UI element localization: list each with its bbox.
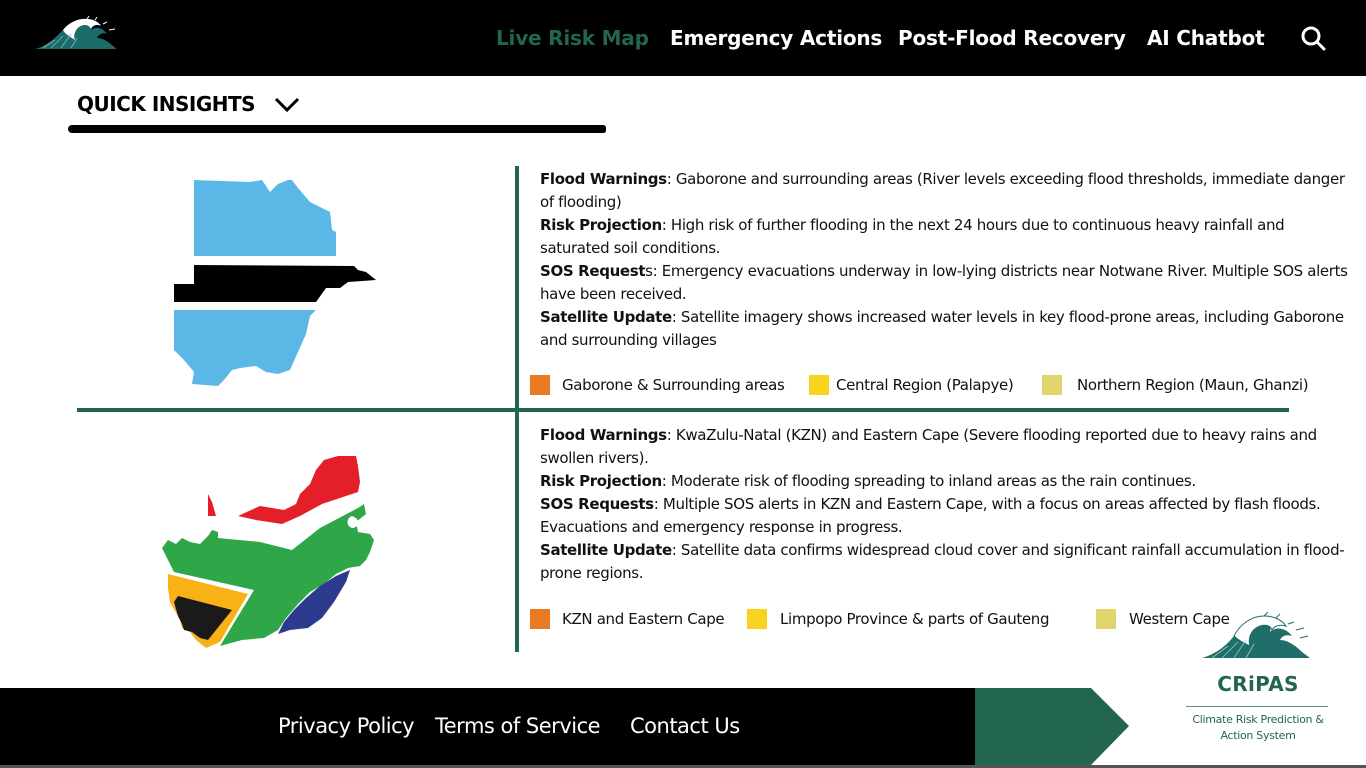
legend-swatch-khaki bbox=[1096, 609, 1116, 629]
legend-swatch-yellow bbox=[809, 375, 829, 395]
insight-separator: s: bbox=[645, 262, 662, 280]
south-africa-insights bbox=[540, 424, 1350, 585]
brand-divider bbox=[1186, 706, 1328, 707]
wave-logo-icon[interactable] bbox=[33, 16, 123, 52]
insight-text: KwaZulu-Natal (KZN) and Eastern Cape (Severe flooding reported due to heavy rains and swollen rivers). bbox=[540, 426, 1317, 467]
brand-name: CRiPAS bbox=[1217, 672, 1299, 696]
legend-label: Gaborone & Surrounding areas bbox=[562, 376, 785, 394]
brand-tagline bbox=[1180, 712, 1336, 744]
legend-item bbox=[1042, 375, 1308, 395]
insight-text: Multiple SOS alerts in KZN and Eastern Cape, with a focus on areas affected by flash floods. Evacuations and emergency response in progress. bbox=[540, 495, 1321, 536]
contact-us-link[interactable]: Contact Us bbox=[630, 714, 740, 738]
insight-separator: : bbox=[666, 170, 676, 188]
legend-swatch-orange bbox=[530, 609, 550, 629]
nav-emergency-actions[interactable]: Emergency Actions bbox=[670, 26, 883, 50]
insight-text: Emergency evacuations underway in low-lying districts near Notwane River. Multiple SOS alerts have been received. bbox=[540, 262, 1348, 303]
insight-separator: : bbox=[671, 308, 681, 326]
brand-tagline-line2: Action System bbox=[1220, 729, 1296, 742]
insight-text: Satellite imagery shows increased water levels in key flood-prone areas, including Gaborone and surrounding villages bbox=[540, 308, 1344, 349]
legend-label: Western Cape bbox=[1129, 610, 1230, 628]
terms-of-service-link[interactable]: Terms of Service bbox=[435, 714, 601, 738]
insight-separator: : bbox=[653, 495, 663, 513]
nav-live-risk-map[interactable]: Live Risk Map bbox=[496, 26, 649, 50]
legend-label: Northern Region (Maun, Ghanzi) bbox=[1077, 376, 1309, 394]
insight-label: Risk Projection bbox=[540, 472, 662, 490]
insight-label: Flood Warnings bbox=[540, 426, 667, 444]
insight-risk-projection bbox=[540, 470, 1350, 493]
insight-label: SOS Request bbox=[540, 262, 646, 280]
botswana-insights bbox=[540, 168, 1350, 352]
insight-satellite-update bbox=[540, 306, 1350, 352]
insight-flood-warnings bbox=[540, 168, 1350, 214]
brand-tagline-line1: Climate Risk Prediction & bbox=[1192, 713, 1324, 726]
search-icon[interactable] bbox=[1300, 25, 1326, 51]
insight-text: High risk of further flooding in the next 24 hours due to continuous heavy rainfall and saturated soil conditions. bbox=[540, 216, 1285, 257]
legend-item bbox=[530, 375, 784, 395]
insight-label: Risk Projection bbox=[540, 216, 662, 234]
insight-separator: : bbox=[661, 472, 671, 490]
insight-risk-projection bbox=[540, 214, 1350, 260]
insight-label: Satellite Update bbox=[540, 541, 672, 559]
privacy-policy-link[interactable]: Privacy Policy bbox=[278, 714, 415, 738]
insight-sos-requests bbox=[540, 260, 1350, 306]
nav-post-flood-recovery[interactable]: Post-Flood Recovery bbox=[898, 26, 1126, 50]
legend-label: Limpopo Province & parts of Gauteng bbox=[780, 610, 1050, 628]
insight-separator: : bbox=[671, 541, 681, 559]
insight-separator: : bbox=[661, 216, 671, 234]
legend-label: KZN and Eastern Cape bbox=[562, 610, 725, 628]
insight-text: Moderate risk of flooding spreading to inland areas as the rain continues. bbox=[670, 472, 1196, 490]
insight-separator: : bbox=[666, 426, 676, 444]
south-africa-flag-map-icon bbox=[160, 452, 380, 648]
insight-label: SOS Requests bbox=[540, 495, 654, 513]
chevron-down-icon[interactable] bbox=[273, 95, 301, 113]
insight-satellite-update bbox=[540, 539, 1350, 585]
quick-insights-title: QUICK INSIGHTS bbox=[77, 92, 256, 116]
insight-text: Satellite data confirms widespread cloud cover and significant rainfall accumulation in flood-prone regions. bbox=[540, 541, 1345, 582]
insight-label: Flood Warnings bbox=[540, 170, 667, 188]
legend-item bbox=[530, 609, 724, 629]
footer-arrow-shape bbox=[975, 688, 1131, 765]
legend-swatch-khaki bbox=[1042, 375, 1062, 395]
legend-item bbox=[747, 609, 1049, 629]
cripas-wave-logo-icon bbox=[1200, 612, 1312, 662]
insight-flood-warnings bbox=[540, 424, 1350, 470]
insight-text: Gaborone and surrounding areas (River levels exceeding flood thresholds, immediate danger of flooding) bbox=[540, 170, 1345, 211]
insight-label: Satellite Update bbox=[540, 308, 672, 326]
quick-insights-underline bbox=[68, 125, 606, 133]
nav-ai-chatbot[interactable]: AI Chatbot bbox=[1147, 26, 1265, 50]
legend-item bbox=[809, 375, 1013, 395]
horizontal-divider bbox=[77, 408, 1289, 412]
insight-sos-requests bbox=[540, 493, 1350, 539]
legend-swatch-yellow bbox=[747, 609, 767, 629]
quick-insights-toggle[interactable] bbox=[77, 92, 301, 116]
botswana-flag-map-icon bbox=[170, 176, 380, 391]
legend-label: Central Region (Palapye) bbox=[836, 376, 1014, 394]
legend-swatch-orange bbox=[530, 375, 550, 395]
